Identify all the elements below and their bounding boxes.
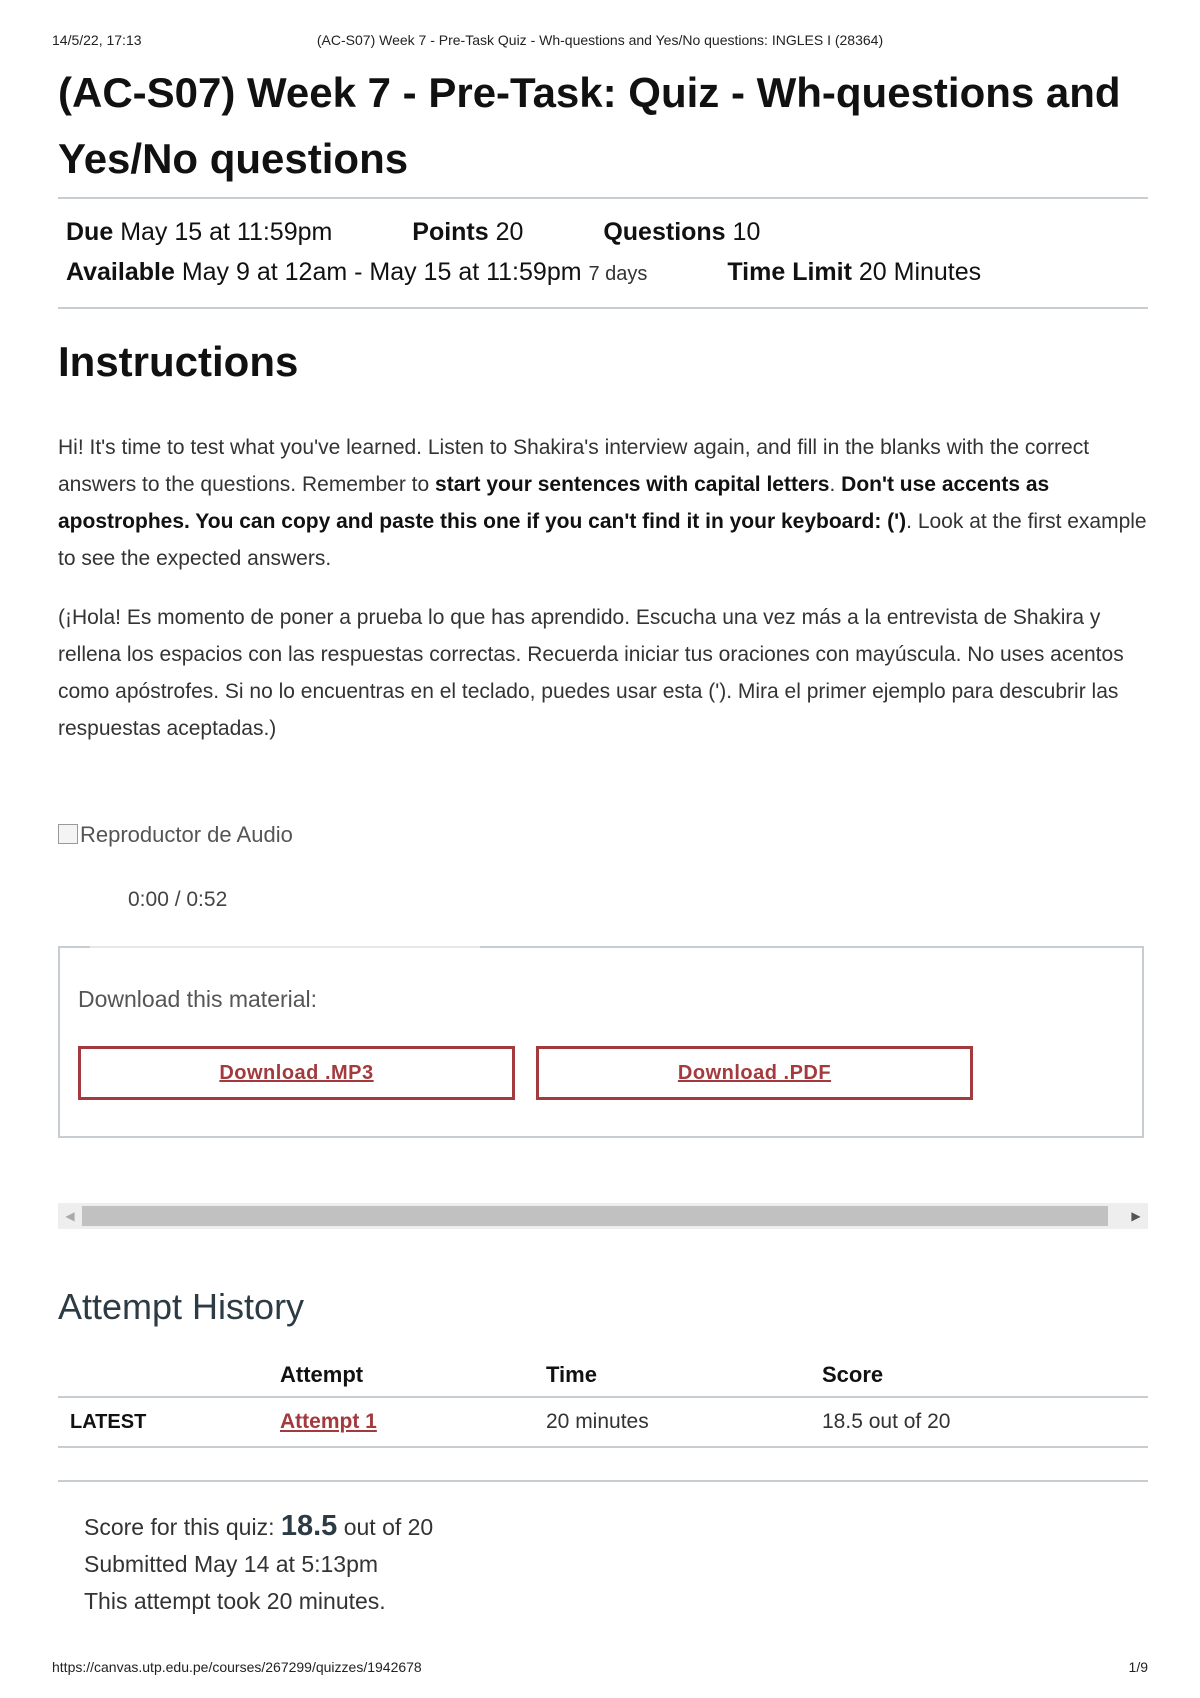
table-row (58, 1397, 1148, 1447)
divider (58, 1480, 1148, 1482)
audio-player-image (58, 822, 293, 848)
scroll-left-icon[interactable]: ◀ (65, 1209, 75, 1223)
column-header-score: Score (822, 1354, 1148, 1397)
divider (58, 197, 1148, 199)
broken-image-icon (58, 824, 78, 844)
time-limit-value: 20 Minutes (858, 258, 982, 286)
audio-time: 0:00 / 0:52 (128, 888, 228, 911)
available-duration: 7 days (588, 263, 648, 285)
column-header-attempt: Attempt (280, 1354, 546, 1397)
instructions-paragraph-english: Hi! It's time to test what you've learned. Listen to Shakira's interview again, and fill in the blanks with the correct answers to the questions. Remember to start your sentences with capital letters. Don't use accents as apostrophes. You can copy and paste this one if you can't find it in your keyboard: ('). Look at the first example to see the expected answers. (58, 436, 1147, 570)
scrollbar-thumb[interactable] (82, 1206, 1108, 1226)
table-header-row (58, 1354, 1148, 1397)
latest-tag: LATEST (58, 1397, 280, 1447)
attempt-score: 18.5 out of 20 (822, 1397, 1148, 1447)
instructions-heading: Instructions (58, 338, 299, 385)
quiz-details-row-1 (66, 218, 760, 247)
page-url: https://canvas.utp.edu.pe/courses/267299/quizzes/1942678 (52, 1659, 422, 1675)
questions-value: 10 (732, 218, 761, 246)
download-material-box (58, 946, 1144, 1138)
submitted-line: Submitted May 14 at 5:13pm (84, 1551, 379, 1577)
attempt-link[interactable]: Attempt 1 (280, 1410, 377, 1433)
time-limit-label: Time Limit (727, 258, 852, 286)
download-pdf-button[interactable]: Download .PDF (536, 1046, 973, 1100)
questions-label: Questions (603, 218, 726, 246)
attempt-history-heading: Attempt History (58, 1286, 305, 1327)
horizontal-scrollbar[interactable] (58, 1203, 1148, 1229)
instructions-paragraph-spanish: (¡Hola! Es momento de poner a prueba lo que has aprendido. Escucha una vez más a la entrevista de Shakira y rellena los espacios con las respuestas correctas. Recuerda iniciar tus oraciones con mayúscula. No uses acentos como apóstrofes. Si no lo encuentras en el teclado, puedes usar esta ('). Mira el primer ejemplo para descubrir las respuestas aceptadas.) (58, 606, 1124, 740)
available-value: May 9 at 12am - May 15 at 11:59pm (181, 258, 582, 286)
quiz-score-line: Score for this quiz: 18.5 out of 20 (84, 1510, 434, 1542)
print-datetime: 14/5/22, 17:13 (52, 32, 142, 48)
print-document-title: (AC-S07) Week 7 - Pre-Task Quiz - Wh-questions and Yes/No questions: INGLES I (28364) (316, 32, 884, 48)
download-mp3-button[interactable]: Download .MP3 (78, 1046, 515, 1100)
column-header-time: Time (546, 1354, 822, 1397)
download-label: Download this material: (78, 986, 318, 1012)
print-header (52, 32, 1148, 52)
quiz-score-value: 18.5 (280, 1510, 338, 1542)
attempt-time: 20 minutes (546, 1397, 822, 1447)
available-label: Available (66, 258, 175, 286)
page-title: (AC-S07) Week 7 - Pre-Task: Quiz - Wh-questions and Yes/No questions (58, 69, 1121, 182)
quiz-details-row-2 (66, 258, 981, 287)
page-number: 1/9 (1128, 1659, 1148, 1675)
audio-player-alt: Reproductor de Audio (80, 822, 293, 847)
due-value: May 15 at 11:59pm (120, 218, 333, 246)
score-summary (84, 1508, 433, 1620)
points-value: 20 (495, 218, 524, 246)
due-label: Due (66, 218, 114, 246)
column-header (58, 1354, 280, 1397)
points-label: Points (412, 218, 489, 246)
attempt-history-table (58, 1354, 1148, 1448)
divider (58, 307, 1148, 309)
duration-line: This attempt took 20 minutes. (84, 1588, 386, 1614)
scroll-right-icon[interactable]: ▶ (1131, 1209, 1141, 1223)
